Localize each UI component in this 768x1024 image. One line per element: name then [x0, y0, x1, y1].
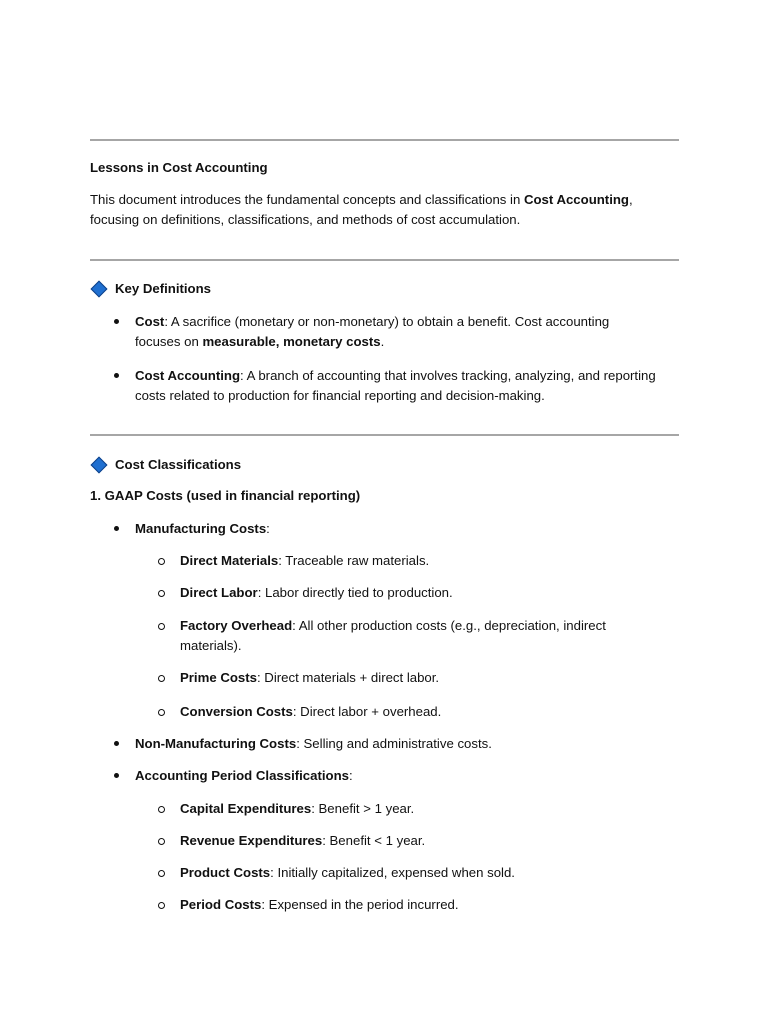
definition: costs related to production for financial reporting and decision-making.: [135, 388, 545, 403]
sub-list-item-text: [180, 668, 439, 688]
list-item-continuation: [90, 332, 679, 352]
suffix: :: [348, 768, 353, 783]
sub-list-item-text: [180, 863, 515, 883]
sub-list-item-text: [180, 895, 459, 915]
bullet-icon: [114, 773, 119, 778]
bullet-icon: [114, 526, 119, 531]
term: Direct Labor: [180, 585, 258, 600]
sub-list-item-continuation: [90, 636, 679, 656]
term: Cost: [135, 314, 165, 329]
term: Manufacturing Costs: [135, 521, 267, 536]
list-item-text: [135, 519, 270, 539]
definition: : Expensed in the period incurred.: [261, 897, 459, 912]
list-item: [90, 734, 679, 754]
term: Factory Overhead: [180, 618, 293, 633]
term: Accounting Period Classifications: [135, 768, 349, 783]
list-item-text: [135, 332, 384, 352]
horizontal-rule: [90, 434, 679, 436]
intro-text: This document introduces the fundamental concepts and classifications in: [90, 192, 524, 207]
bullet-icon: [114, 319, 119, 324]
definition: : All other production costs (e.g., depreciation, indirect: [292, 618, 606, 633]
definition: : A sacrifice (monetary or non-monetary) to obtain a benefit. Cost accounting: [164, 314, 610, 329]
list-item: [90, 519, 679, 539]
term: Prime Costs: [180, 670, 257, 685]
sub-list-item: [90, 831, 679, 851]
sub-list-item-text: [180, 551, 429, 571]
definition: : Direct labor + overhead.: [292, 704, 442, 719]
sub-list-item-text: [180, 616, 606, 636]
definition: : Benefit < 1 year.: [322, 833, 426, 848]
definition: materials).: [180, 638, 242, 653]
gaap-heading: 1. GAAP Costs (used in financial reporting): [90, 488, 361, 503]
hollow-bullet-icon: [158, 870, 165, 877]
sub-list-item: [90, 668, 679, 688]
definition: .: [380, 334, 385, 349]
definition: : Benefit > 1 year.: [311, 801, 415, 816]
sub-list-item: [90, 551, 679, 571]
horizontal-rule: [90, 259, 679, 261]
sub-list-item-text: [180, 831, 425, 851]
section-heading-text: Cost Classifications: [115, 457, 242, 472]
hollow-bullet-icon: [158, 838, 165, 845]
sub-list-item: [90, 583, 679, 603]
list-item: [90, 312, 679, 332]
hollow-bullet-icon: [158, 558, 165, 565]
sub-list-item: [90, 799, 679, 819]
list-item-continuation: [90, 386, 679, 406]
hollow-bullet-icon: [158, 623, 165, 630]
hollow-bullet-icon: [158, 590, 165, 597]
list-item-text: [135, 734, 492, 754]
term: Capital Expenditures: [180, 801, 312, 816]
list-item-text: [135, 366, 656, 386]
sub-list-item: [90, 863, 679, 883]
hollow-bullet-icon: [158, 675, 165, 682]
intro-bold: Cost Accounting: [523, 192, 629, 207]
bullet-icon: [114, 741, 119, 746]
definition: : Labor directly tied to production.: [257, 585, 453, 600]
sub-list-item-text: [180, 702, 441, 722]
term: Product Costs: [180, 865, 271, 880]
section-heading-cost-classifications: [90, 455, 241, 475]
definition: : Traceable raw materials.: [278, 553, 430, 568]
horizontal-rule: [90, 139, 679, 141]
sub-list-item: [90, 702, 679, 722]
list-item: [90, 366, 679, 386]
list-item: [90, 766, 679, 786]
definition: : Direct materials + direct labor.: [256, 670, 440, 685]
suffix: :: [266, 521, 270, 536]
sub-list-item-text: [180, 799, 414, 819]
list-item-text: [135, 766, 353, 786]
term: Non-Manufacturing Costs: [135, 736, 297, 751]
definition: focuses on: [135, 334, 203, 349]
term: Period Costs: [180, 897, 262, 912]
document-title: Lessons in Cost Accounting: [90, 160, 268, 175]
intro-line2: focusing on definitions, classifications, and methods of cost accumulation.: [90, 212, 521, 227]
definition: : Initially capitalized, expensed when sold.: [270, 865, 515, 880]
term: Direct Materials: [180, 553, 279, 568]
sub-list-item: [90, 616, 679, 636]
blue-diamond-icon: [91, 457, 108, 474]
definition: : A branch of accounting that involves tracking, analyzing, and reporting: [240, 368, 656, 383]
sub-list-item: [90, 895, 679, 915]
section-heading-key-definitions: [90, 279, 211, 299]
blue-diamond-icon: [91, 281, 108, 298]
term: Cost Accounting: [135, 368, 241, 383]
term: Revenue Expenditures: [180, 833, 323, 848]
list-item-text: [135, 312, 609, 332]
term: Conversion Costs: [180, 704, 293, 719]
intro-paragraph: [90, 190, 679, 230]
sub-list-item-text: [180, 583, 453, 603]
intro-text-end: ,: [628, 192, 633, 207]
hollow-bullet-icon: [158, 902, 165, 909]
hollow-bullet-icon: [158, 806, 165, 813]
emphasis: measurable, monetary costs: [202, 334, 381, 349]
section-heading-text: Key Definitions: [115, 281, 211, 296]
hollow-bullet-icon: [158, 709, 165, 716]
bullet-icon: [114, 373, 119, 378]
definition: : Selling and administrative costs.: [296, 736, 492, 751]
